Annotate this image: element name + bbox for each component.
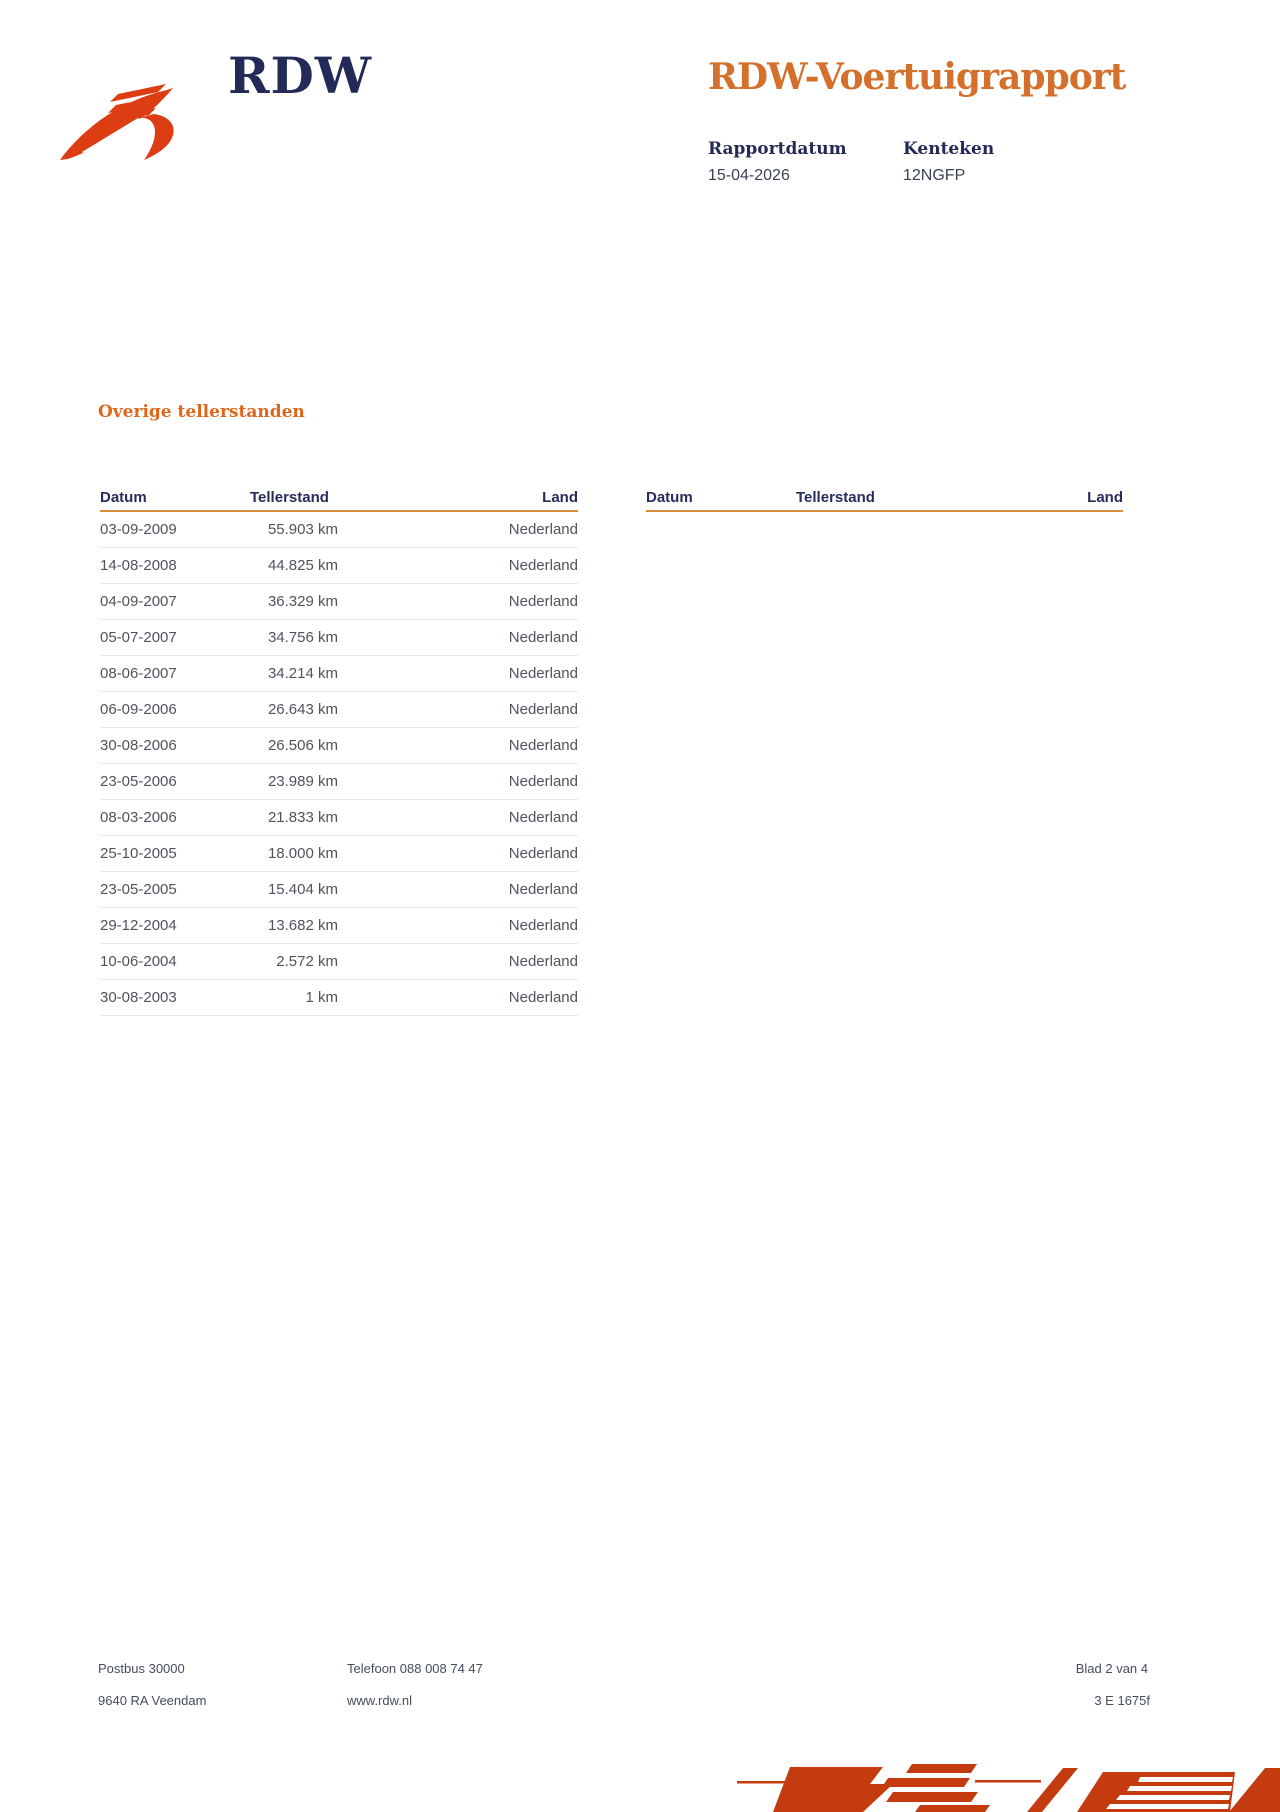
- row-odometer: 2.572 km: [276, 953, 338, 970]
- footer-address-line2: 9640 RA Veendam: [98, 1693, 207, 1708]
- table-row: [100, 872, 578, 908]
- footer-page-indicator: Blad 2 van 4: [1075, 1661, 1148, 1676]
- row-odometer: 44.825 km: [267, 557, 338, 574]
- table-row: [100, 548, 578, 584]
- column-header-tellerstand: Tellerstand: [250, 489, 329, 506]
- row-date: 14-08-2008: [100, 557, 177, 574]
- row-date: 23-05-2005: [100, 881, 177, 898]
- row-odometer: 26.643 km: [267, 701, 338, 718]
- rdw-speed-lines-icon: [690, 1760, 1280, 1812]
- row-country: Nederland: [508, 521, 578, 538]
- row-date: 30-08-2003: [100, 989, 177, 1006]
- row-country: Nederland: [508, 629, 578, 646]
- row-date: 29-12-2004: [100, 917, 177, 934]
- row-odometer: 26.506 km: [267, 737, 338, 754]
- row-country: Nederland: [508, 809, 578, 826]
- table-row: [100, 764, 578, 800]
- row-country: Nederland: [508, 593, 578, 610]
- row-odometer: 34.756 km: [267, 629, 338, 646]
- table-row: [100, 584, 578, 620]
- row-country: Nederland: [508, 737, 578, 754]
- table-row: [100, 836, 578, 872]
- rdw-wing-swoosh-icon: [52, 80, 217, 165]
- row-odometer: 18.000 km: [267, 845, 338, 862]
- table-header-row: [100, 489, 578, 512]
- row-odometer: 21.833 km: [267, 809, 338, 826]
- row-date: 03-09-2009: [100, 521, 177, 538]
- row-date: 30-08-2006: [100, 737, 177, 754]
- table-row: [100, 656, 578, 692]
- table-header-row: [646, 489, 1123, 512]
- row-country: Nederland: [508, 917, 578, 934]
- row-country: Nederland: [508, 773, 578, 790]
- license-plate-label: Kenteken: [903, 139, 995, 159]
- rdw-logo-text: RDW: [228, 46, 373, 105]
- row-date: 08-06-2007: [100, 665, 177, 682]
- row-odometer: 15.404 km: [267, 881, 338, 898]
- table-row: [100, 620, 578, 656]
- table-body: [100, 512, 578, 1016]
- footer-address-line1: Postbus 30000: [98, 1661, 185, 1676]
- table-row: [100, 908, 578, 944]
- row-odometer: 36.329 km: [267, 593, 338, 610]
- row-date: 10-06-2004: [100, 953, 177, 970]
- table-row: [100, 692, 578, 728]
- row-odometer: 55.903 km: [267, 521, 338, 538]
- row-country: Nederland: [508, 989, 578, 1006]
- row-date: 23-05-2006: [100, 773, 177, 790]
- footer-website: www.rdw.nl: [347, 1693, 413, 1708]
- row-country: Nederland: [508, 701, 578, 718]
- row-date: 06-09-2006: [100, 701, 177, 718]
- table-row: [100, 800, 578, 836]
- report-date-value: 15-04-2026: [708, 167, 790, 184]
- row-country: Nederland: [508, 557, 578, 574]
- row-odometer: 23.989 km: [267, 773, 338, 790]
- row-country: Nederland: [508, 665, 578, 682]
- table-row: [100, 944, 578, 980]
- report-date-label: Rapportdatum: [708, 139, 847, 159]
- table-row: [100, 728, 578, 764]
- row-country: Nederland: [508, 881, 578, 898]
- column-header-land: Land: [542, 489, 578, 506]
- odometer-table-left: [100, 489, 578, 1016]
- row-odometer: 34.214 km: [267, 665, 338, 682]
- row-odometer: 13.682 km: [267, 917, 338, 934]
- footer-phone: Telefoon 088 008 74 47: [347, 1661, 483, 1676]
- row-date: 25-10-2005: [100, 845, 177, 862]
- table-row: [100, 512, 578, 548]
- table-row: [100, 980, 578, 1016]
- section-title: Overige tellerstanden: [98, 402, 305, 422]
- column-header-datum: Datum: [100, 489, 147, 506]
- column-header-datum: Datum: [646, 489, 693, 506]
- row-country: Nederland: [508, 845, 578, 862]
- footer-form-code: 3 E 1675f: [1094, 1693, 1150, 1708]
- page-title: RDW-Voertuigrapport: [708, 56, 1126, 98]
- row-date: 08-03-2006: [100, 809, 177, 826]
- row-country: Nederland: [508, 953, 578, 970]
- column-header-land: Land: [1087, 489, 1123, 506]
- row-date: 05-07-2007: [100, 629, 177, 646]
- row-odometer: 1 km: [305, 989, 338, 1006]
- odometer-table-right: [646, 489, 1123, 512]
- row-date: 04-09-2007: [100, 593, 177, 610]
- column-header-tellerstand: Tellerstand: [796, 489, 875, 506]
- license-plate-value: 12NGFP: [903, 167, 966, 184]
